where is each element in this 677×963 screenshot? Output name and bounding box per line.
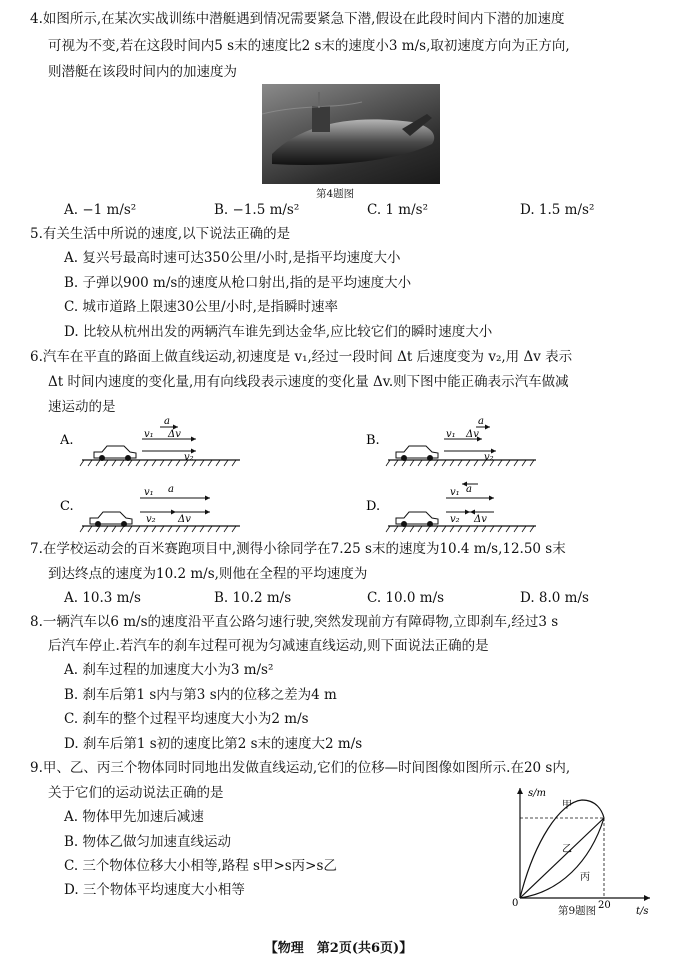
page-footer: 【物理 第2页(共6页)】 (264, 941, 413, 956)
q6-c-v1-label: v₁ (144, 487, 154, 498)
q6-b-dv-label: Δv (466, 429, 479, 440)
q9-figure-caption: 第9题图 (558, 905, 597, 917)
q4-line-1: 4.如图所示,在某次实战训练中潜艇遇到情况需要紧急下潜,假设在此段时间内下潜的加速度 (30, 11, 565, 27)
q6-b-accel-label: a (478, 416, 484, 427)
q6-figure-b[interactable] (366, 412, 546, 470)
q7-line-2: 到达终点的速度为10.2 m/s,则他在全程的平均速度为 (48, 566, 368, 582)
q6-line-1: 6.汽车在平直的路面上做直线运动,初速度是 v₁,经过一段时间 Δt 后速度变为 v₂,用 Δv 表示 (30, 349, 573, 365)
q8-line-2: 后汽车停止.若汽车的刹车过程可视为匀减速直线运动,则下面说法正确的是 (48, 638, 489, 654)
q7-line-1: 7.在学校运动会的百米赛跑项目中,测得小徐同学在7.25 s末的速度为10.4 m/s,12.50 s末 (30, 541, 566, 557)
q6-figure-c[interactable] (60, 476, 240, 534)
q4-line-3: 则潜艇在该段时间内的加速度为 (48, 64, 237, 80)
q9-graph-origin: 0 (512, 898, 519, 909)
q6-d-v1-label: v₁ (450, 487, 460, 498)
q9-line-1: 9.甲、乙、丙三个物体同时同地出发做直线运动,它们的位移—时间图像如图所示.在20 s内, (30, 760, 571, 776)
q7-option-c[interactable]: C. 10.0 m/s (367, 590, 445, 606)
q4-option-d[interactable]: D. 1.5 m/s² (520, 202, 595, 218)
q9-curve-label-bing: 丙 (580, 872, 590, 883)
q6-c-v2-label: v₂ (146, 514, 156, 525)
q9-line-2: 关于它们的运动说法正确的是 (48, 785, 224, 801)
q6-d-v2-label: v₂ (450, 514, 460, 525)
q6-line-3: 速运动的是 (48, 399, 116, 415)
q9-option-a[interactable]: A. 物体甲先加速后减速 (64, 809, 204, 825)
q4-option-c[interactable]: C. 1 m/s² (367, 202, 429, 218)
q7-option-a[interactable]: A. 10.3 m/s (64, 590, 141, 606)
q6-a-v2-label: v₂ (184, 452, 194, 463)
q4-option-b[interactable]: B. −1.5 m/s² (214, 202, 300, 218)
q8-option-b[interactable]: B. 刹车后第1 s内与第3 s内的位移之差为4 m (64, 687, 337, 703)
q7-option-b[interactable]: B. 10.2 m/s (214, 590, 292, 606)
q9-graph-ylabel: s/m (528, 788, 546, 799)
q9-option-d[interactable]: D. 三个物体平均速度大小相等 (64, 882, 245, 898)
q5-option-d[interactable]: D. 比较从杭州出发的两辆汽车谁先到达金华,应比较它们的瞬时速度大小 (64, 324, 493, 340)
q8-line-1: 8.一辆汽车以6 m/s的速度沿平直公路匀速行驶,突然发现前方有障碍物,立即刹车,经过3 s (30, 614, 559, 630)
car-icon (94, 446, 136, 461)
q6-c-dv-label: Δv (178, 514, 191, 525)
q9-option-b[interactable]: B. 物体乙做匀加速直线运动 (64, 834, 232, 850)
q9-st-graph (500, 782, 660, 922)
car-icon (396, 446, 438, 461)
q9-curve-label-yi: 乙 (562, 844, 572, 855)
car-icon (396, 512, 438, 527)
q5-option-a[interactable]: A. 复兴号最高时速可达350公里/小时,是指平均速度大小 (64, 250, 401, 266)
q7-option-d[interactable]: D. 8.0 m/s (520, 590, 589, 606)
q6-line-2: Δt 时间内速度的变化量,用有向线段表示速度的变化量 Δv.则下图中能正确表示汽车做减 (48, 374, 569, 390)
q9-option-c[interactable]: C. 三个物体位移大小相等,路程 s甲>s丙>s乙 (64, 858, 337, 874)
q8-option-d[interactable]: D. 刹车后第1 s初的速度比第2 s末的速度大2 m/s (64, 736, 363, 752)
q5-option-b[interactable]: B. 子弹以900 m/s的速度从枪口射出,指的是平均速度大小 (64, 275, 412, 291)
q9-graph-tick-20: 20 (598, 900, 611, 911)
submarine-photo (262, 84, 440, 184)
q6-b-v1-label: v₁ (446, 429, 456, 440)
q6-d-label: D. (366, 499, 381, 514)
q6-a-v1-label: v₁ (144, 429, 154, 440)
q9-curve-label-jia: 甲 (562, 800, 572, 811)
q4-option-a[interactable]: A. −1 m/s² (64, 202, 137, 218)
q4-figure-caption: 第4题图 (316, 188, 355, 200)
q9-graph-xlabel: t/s (636, 906, 649, 917)
q6-c-label: C. (60, 499, 74, 514)
q6-b-label: B. (366, 433, 380, 448)
q5-stem: 5.有关生活中所说的速度,以下说法正确的是 (30, 226, 291, 242)
car-icon (90, 512, 132, 527)
q6-c-accel-label: a (168, 484, 174, 495)
q8-option-a[interactable]: A. 刹车过程的加速度大小为3 m/s² (64, 662, 274, 678)
q6-figure-a[interactable] (60, 412, 240, 470)
q6-a-accel-label: a (164, 416, 170, 427)
q8-option-c[interactable]: C. 刹车的整个过程平均速度大小为2 m/s (64, 711, 309, 727)
q6-a-dv-label: Δv (168, 429, 181, 440)
q5-option-c[interactable]: C. 城市道路上限速30公里/小时,是指瞬时速率 (64, 299, 338, 315)
q6-a-label: A. (60, 433, 74, 448)
q4-line-2: 可视为不变,若在这段时间内5 s末的速度比2 s末的速度小3 m/s,取初速度方向为正方向, (48, 38, 570, 54)
q6-figure-d[interactable] (366, 476, 546, 534)
q6-d-dv-label: Δv (474, 514, 487, 525)
q6-b-v2-label: v₂ (484, 452, 494, 463)
q6-d-accel-label: a (466, 484, 472, 495)
